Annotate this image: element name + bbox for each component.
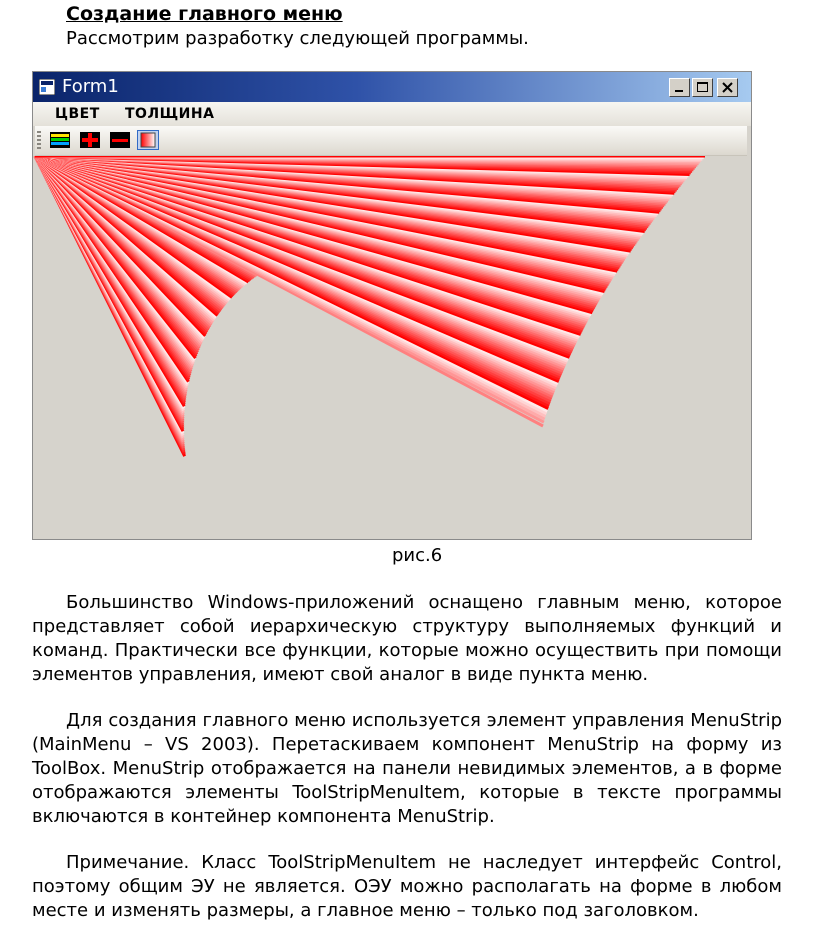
maximize-icon — [693, 79, 712, 96]
red-line-icon — [109, 130, 131, 150]
paragraph-2: Для создания главного меню используется элемент управления MenuStrip (MainMenu – VS 2003). Перетаскиваем компонент MenuStrip на форму из ToolBox. MenuStrip отображается на панели невидимых элементов, а в форме отображаются элементы ToolStripMenuItem, которые в тексте программы включаются в контейнер компонента MenuStrip. — [32, 710, 782, 827]
page-heading: Создание главного меню — [66, 3, 343, 25]
toolbar-button-cross[interactable] — [79, 130, 101, 150]
figure-caption: рис.6 — [392, 545, 443, 566]
window-title: Form1 — [62, 76, 119, 97]
menu-bar — [33, 102, 751, 126]
red-cross-icon — [79, 130, 101, 150]
drawing-canvas — [33, 156, 751, 539]
toolbar-button-line[interactable] — [109, 130, 131, 150]
toolbar — [35, 126, 747, 156]
paragraph-3: Примечание. Класс ToolStripMenuItem не наследует интерфейс Control, поэтому общим ЭУ не является. ОЭУ можно располагать на форме в любом месте и изменять размеры, а главное меню – только под заголовком. — [32, 852, 782, 921]
menu-item-color[interactable]: ЦВЕТ — [55, 106, 100, 122]
maximize-button[interactable] — [692, 78, 713, 97]
toolbar-button-colors[interactable] — [49, 130, 71, 150]
form-window — [32, 71, 752, 540]
minimize-button[interactable] — [669, 78, 690, 97]
minimize-icon — [670, 79, 689, 96]
intro-text: Рассмотрим разработку следующей программы. — [66, 28, 529, 49]
close-icon — [718, 79, 737, 96]
color-stripes-icon — [49, 130, 71, 150]
toolbar-button-gradient[interactable] — [137, 130, 159, 150]
gradient-icon — [138, 131, 158, 149]
toolbar-grip[interactable] — [37, 131, 41, 150]
menu-item-thickness[interactable]: ТОЛЩИНА — [125, 106, 215, 122]
title-bar[interactable] — [33, 72, 751, 102]
paragraph-1: Большинство Windows-приложений оснащено главным меню, которое представляет собой иерархическую структуру выполняемых функций и команд. Практически все функции, которые можно осуществить при помощи элементов управления, имеют свой аналог в виде пункта меню. — [32, 592, 782, 685]
app-icon — [39, 79, 55, 95]
close-button[interactable] — [717, 78, 738, 97]
